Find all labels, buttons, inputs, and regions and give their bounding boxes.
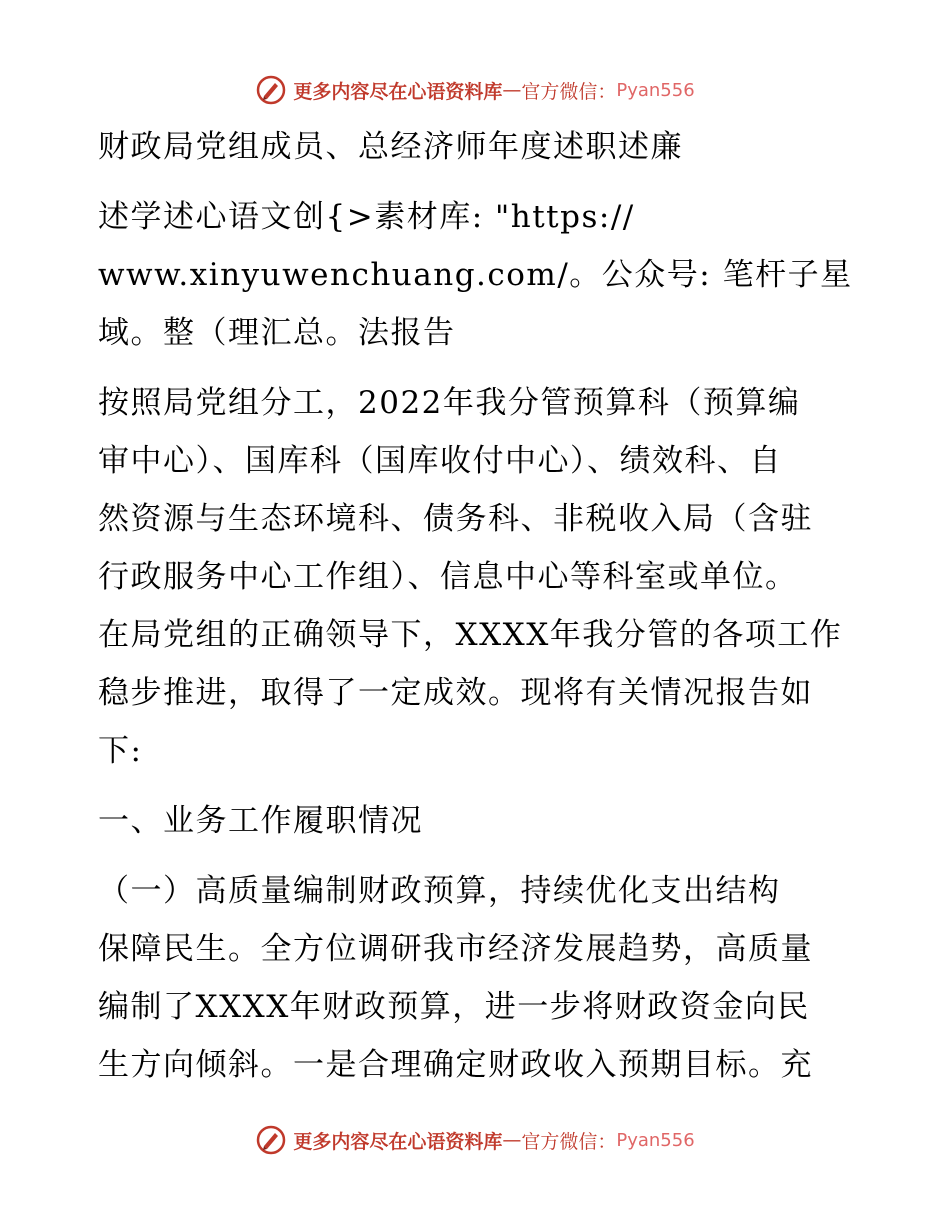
text-line: （一）高质量编制财政预算，持续优化支出结构 (98, 873, 781, 909)
watermark-text: 更多内容尽在心语资料库 (293, 80, 503, 103)
text-line: 保障民生。全方位调研我市经济发展趋势，高质量 (98, 931, 813, 967)
watermark-wechat-id: Pyan556 (616, 79, 695, 101)
section-heading: 一、业务工作履职情况 (98, 803, 423, 839)
watermark-text: 更多内容尽在心语资料库 (293, 1130, 503, 1153)
watermark-wechat-label: 官方微信： (521, 80, 617, 103)
document-title: 财政局党组成员、总经济师年度述职述廉 (98, 129, 683, 165)
text-line: 审中心）、国库科（国库收付中心）、绩效科、自 (98, 443, 782, 479)
text-line: 下: (98, 733, 143, 769)
watermark-separator: — (502, 1129, 522, 1151)
footer-watermark (0, 1120, 950, 1160)
text-line: 域。整（理汇总。法报告 (98, 315, 456, 351)
pen-logo-icon (255, 74, 287, 106)
text-line: www.xinyuwenchuang.com/。公众号: 笔杆子星 (98, 257, 853, 293)
document-body (98, 118, 858, 1094)
header-watermark (0, 70, 950, 110)
text-line: 在局党组的正确领导下，XXXX年我分管的各项工作 (98, 617, 843, 653)
text-line: 然资源与生态环境科、债务科、非税收入局（含驻 (98, 501, 813, 537)
text-line: 按照局党组分工，2022年我分管预算科（预算编 (98, 385, 801, 421)
text-line: 行政服务中心工作组）、信息中心等科室或单位。 (98, 559, 798, 595)
text-line: 生方向倾斜。一是合理确定财政收入预期目标。充 (98, 1047, 813, 1083)
watermark-wechat-id: Pyan556 (616, 1129, 695, 1151)
text-line: 稳步推进，取得了一定成效。现将有关情况报告如 (98, 675, 813, 711)
watermark-separator: — (502, 79, 522, 101)
watermark-wechat-label: 官方微信： (521, 1130, 617, 1153)
text-line: 编制了XXXX年财政预算，进一步将财政资金向民 (98, 989, 810, 1025)
text-line: 述学述心语文创{>素材库: "https:// (98, 199, 635, 235)
pen-logo-icon (255, 1124, 287, 1156)
